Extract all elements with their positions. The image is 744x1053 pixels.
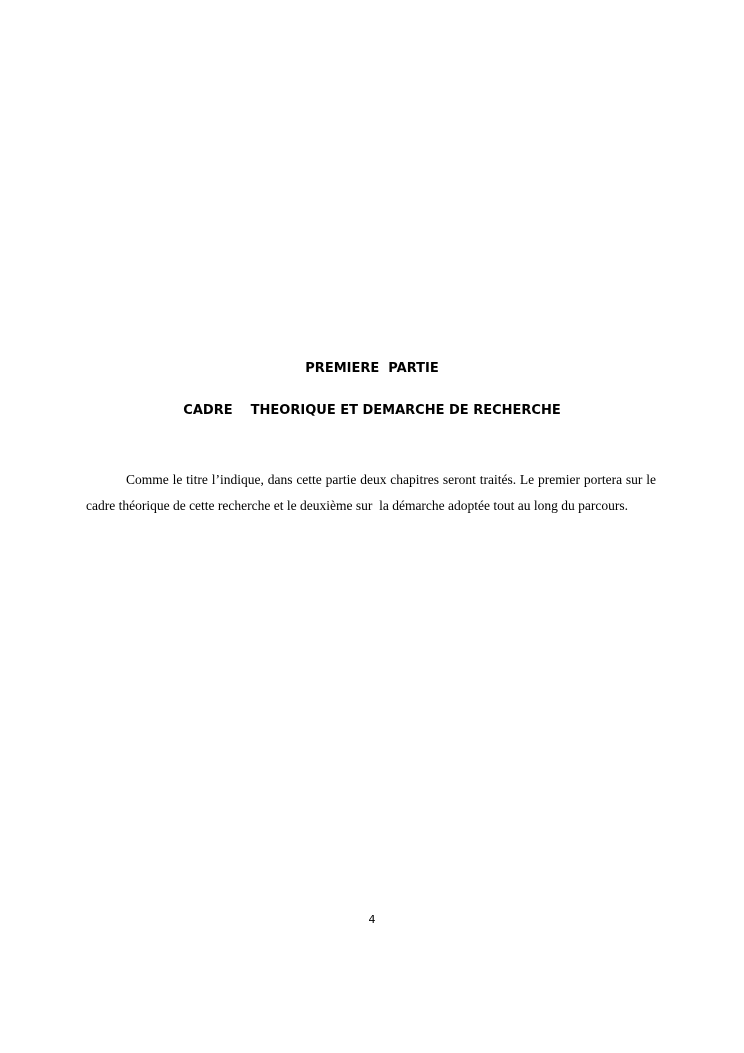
section-title: CADRE THEORIQUE ET DEMARCHE DE RECHERCHE	[183, 403, 561, 418]
intro-paragraph: Comme le titre l’indique, dans cette partie deux chapitres seront traités. Le premier portera sur le cadre théorique de cette recherche et le deuxième sur la démarche adoptée tout au long du parcours.	[86, 472, 660, 513]
page-number: 4	[368, 913, 376, 926]
part-title: PREMIERE PARTIE	[305, 361, 439, 376]
